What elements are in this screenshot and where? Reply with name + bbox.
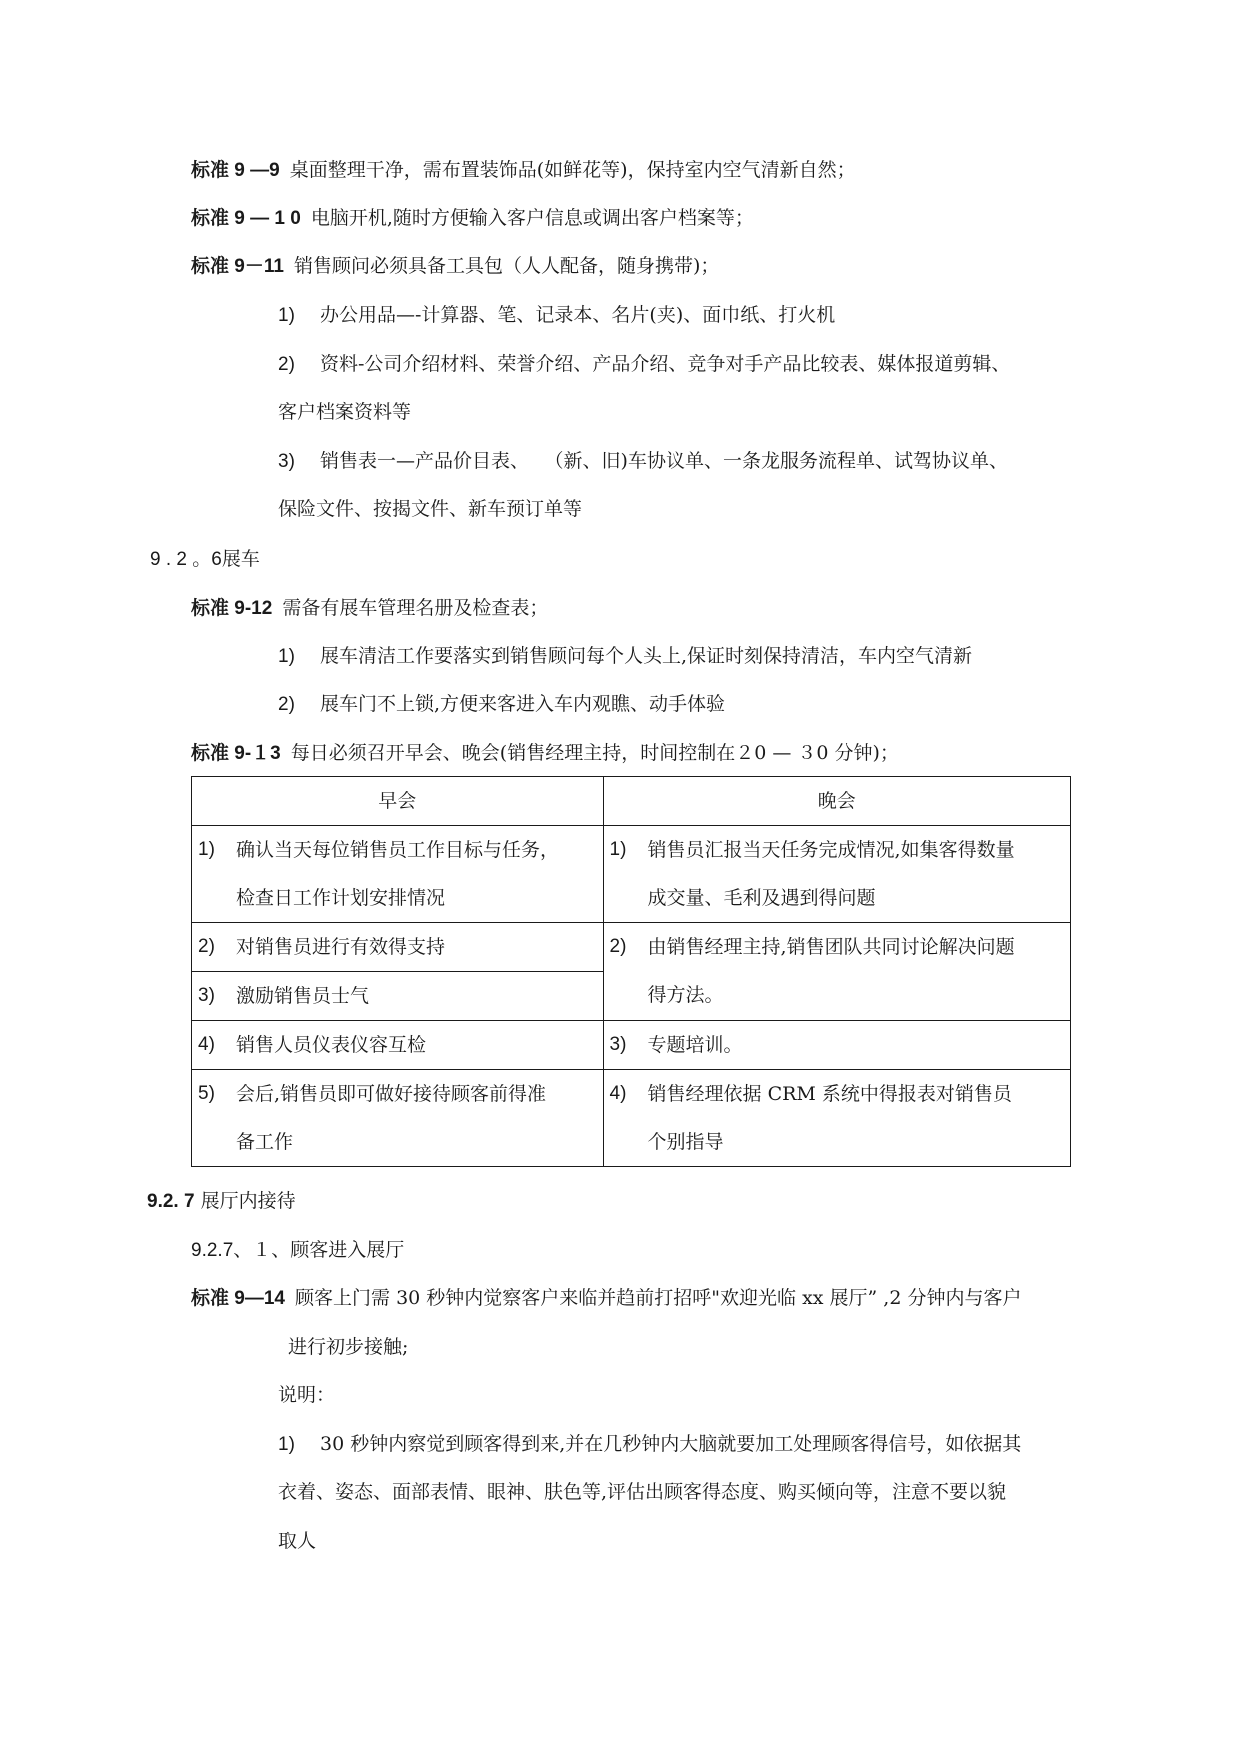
column-header-morning: 早会: [192, 777, 604, 826]
standard-text: 销售顾问必须具备工具包（人人配备，随身携带)；: [293, 255, 720, 277]
table-row: [192, 826, 1071, 923]
table-cell: [192, 1070, 604, 1167]
subsection-title: 顾客进入展厅: [290, 1239, 405, 1261]
section-title: 展厅内接待: [200, 1190, 296, 1212]
item-number: 1): [609, 839, 627, 860]
item-text: 销售经理依据 CRM 系统中得报表对销售员: [647, 1083, 1012, 1105]
standard-continuation: 进行初步接触;: [288, 1336, 409, 1358]
item-number: 2): [198, 936, 215, 957]
standard-text: 需备有展车管理名册及检查表；: [282, 597, 549, 619]
standard-label: 标准 9-12: [191, 598, 273, 619]
list-item-number: 3): [278, 451, 295, 472]
item-text: 销售员汇报当天任务完成情况,如集客得数量: [647, 839, 1015, 861]
list-item-text: 展车清洁工作要落实到销售顾问每个人头上,保证时刻保持清洁，车内空气清新: [320, 645, 973, 667]
standard-9-9: [191, 156, 856, 184]
meeting-table: [191, 776, 1071, 1167]
table-cell: [192, 972, 604, 1021]
list-item-text: 销售表一—产品价目表、 （新、旧)车协议单、一条龙服务流程单、试驾协议单、: [320, 450, 1008, 472]
list-item: [278, 350, 1010, 378]
item-continuation: 检查日工作计划安排情况: [236, 887, 446, 909]
standard-label: 标准 9—14: [191, 1288, 285, 1309]
table-row: [192, 1021, 1071, 1070]
table-cell: [603, 923, 1070, 1021]
table-cell: [603, 1070, 1070, 1167]
table-cell: [192, 826, 604, 923]
table-cell: [192, 1021, 604, 1070]
list-item-text: 30 秒钟内察觉到顾客得到来,并在几秒钟内大脑就要加工处理顾客得信号，如依据其: [320, 1433, 1022, 1455]
list-item-continuation: 衣着、姿态、面部表情、眼神、肤色等,评估出顾客得态度、购买倾向等，注意不要以貌: [278, 1481, 1007, 1503]
item-continuation: 个别指导: [647, 1131, 724, 1153]
item-continuation: 得方法。: [647, 984, 724, 1006]
section-heading: [147, 1187, 296, 1215]
item-number: 5): [198, 1083, 215, 1104]
standard-text: 顾客上门需 30 秒钟内觉察客户来临并趋前打招呼"欢迎光临 xx 展厅” ,2 分钟内与客户: [295, 1287, 1022, 1309]
item-text: 激励销售员士气: [236, 985, 370, 1007]
table-row: [192, 923, 1071, 972]
table-cell: [603, 1021, 1070, 1070]
item-continuation: 备工作: [236, 1131, 294, 1153]
list-item: [278, 690, 725, 718]
table-cell: [192, 923, 604, 972]
standard-text: 桌面整理干净，需布置装饰品(如鲜花等)，保持室内空气清新自然；: [289, 159, 856, 181]
item-number: 3): [198, 985, 215, 1006]
item-text: 销售人员仪表仪容互检: [236, 1034, 427, 1056]
list-item-number: 2): [278, 694, 295, 715]
section-number: 9 . 2 。6: [150, 549, 222, 570]
standard-label: 标准 9-１3: [191, 743, 281, 764]
list-item-number: 1): [278, 646, 295, 667]
item-number: 4): [198, 1034, 215, 1055]
list-item-continuation: 保险文件、按揭文件、新车预订单等: [278, 498, 583, 520]
standard-9-13: [191, 739, 899, 767]
item-number: 4): [609, 1083, 627, 1104]
standard-9-14: [191, 1284, 1021, 1312]
item-text: 确认当天每位销售员工作目标与任务，: [236, 839, 560, 861]
list-item-continuation: 客户档案资料等: [278, 401, 412, 423]
item-text: 由销售经理主持,销售团队共同讨论解决问题: [647, 936, 1015, 958]
subsection-number: 9.2.7、１、: [191, 1240, 291, 1261]
standard-label: 标准 9－11: [191, 256, 284, 277]
list-item-number: 2): [278, 354, 295, 375]
standard-9-10: [191, 204, 754, 232]
standard-9-12: [191, 594, 548, 622]
note-label: 说明：: [278, 1384, 336, 1406]
item-number: 1): [198, 839, 215, 860]
item-continuation: 成交量、毛利及遇到得问题: [647, 887, 876, 909]
item-number: 2): [609, 936, 627, 957]
section-title: 展车: [221, 548, 260, 570]
list-item-text: 展车门不上锁,方便来客进入车内观瞧、动手体验: [320, 693, 726, 715]
standard-9-11: [191, 252, 719, 280]
list-item: [278, 1430, 1021, 1458]
item-text: 对销售员进行有效得支持: [236, 936, 446, 958]
table-row: [192, 1070, 1071, 1167]
standard-text: 电脑开机,随时方便输入客户信息或调出客户档案等；: [310, 207, 754, 229]
column-header-evening: 晚会: [603, 777, 1070, 826]
list-item-text: 办公用品—-计算器、笔、记录本、名片(夹)、面巾纸、打火机: [320, 304, 836, 326]
list-item-text: 资料-公司介绍材料、荣誉介绍、产品介绍、竞争对手产品比较表、媒体报道剪辑、: [320, 353, 1011, 375]
standard-text: 每日必须召开早会、晚会(销售经理主持，时间控制在２0 — ３0 分钟)；: [290, 742, 899, 764]
item-text: 专题培训。: [647, 1034, 743, 1056]
standard-label: 标准 9 —9: [191, 160, 280, 181]
item-text: 会后,销售员即可做好接待顾客前得准: [236, 1083, 547, 1105]
section-number: 9.2. 7: [147, 1191, 195, 1212]
list-item-number: 1): [278, 305, 295, 326]
list-item-number: 1): [278, 1434, 295, 1455]
list-item: [278, 447, 1008, 475]
list-item: [278, 301, 835, 329]
table-header-row: [192, 777, 1071, 826]
list-item-continuation: 取人: [278, 1530, 317, 1552]
subsection-heading: [191, 1236, 404, 1264]
item-number: 3): [609, 1034, 627, 1055]
list-item: [278, 642, 972, 670]
table-cell: [603, 826, 1070, 923]
standard-label: 标准 9 — 1 0: [191, 208, 301, 229]
section-heading: [150, 545, 260, 573]
